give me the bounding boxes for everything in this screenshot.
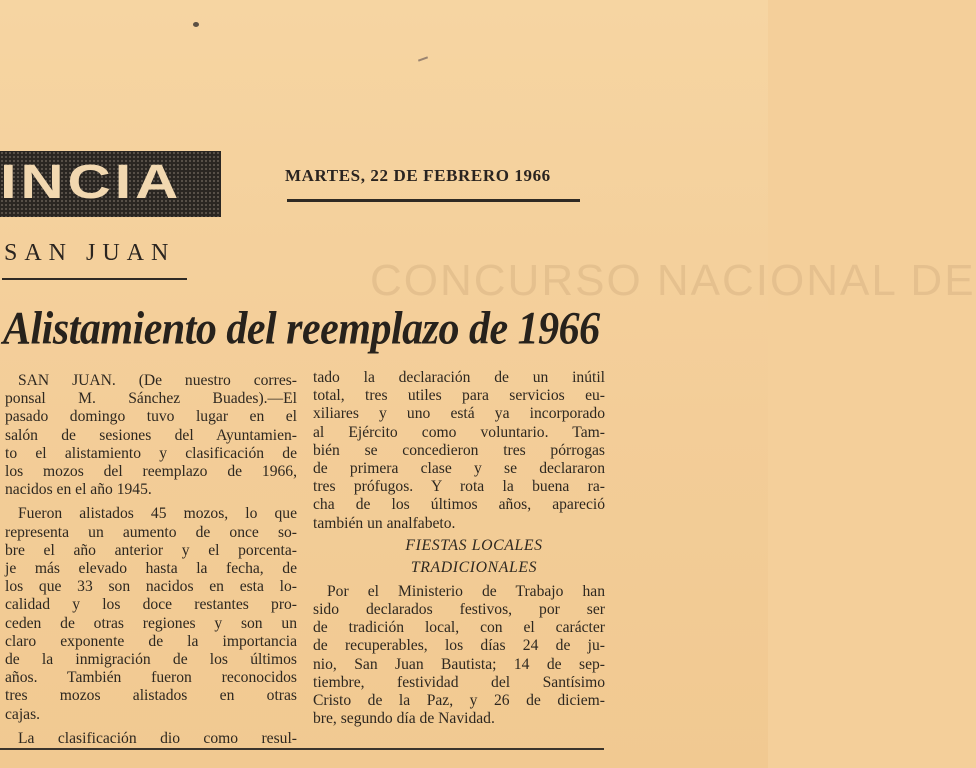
text-line: de la inmigración de los últimos bbox=[5, 651, 297, 669]
show-through-text: CONCURSO NACIONAL DE bbox=[370, 256, 976, 305]
page-bottom-rule bbox=[0, 748, 604, 750]
text-line: de tradición local, con el carácter bbox=[313, 619, 605, 637]
text-line: La clasificación dio como resul- bbox=[18, 729, 297, 747]
text-line: al Ejército como voluntario. Tam- bbox=[313, 423, 605, 441]
text-line: tres mozos alistados en otras bbox=[5, 687, 297, 705]
article-headline: Alistamiento del reemplazo de 1966 bbox=[3, 303, 600, 355]
text-line: los mozos del reemplazo de 1966, bbox=[5, 463, 297, 481]
text-line: de recuperables, los días 24 de ju- bbox=[313, 637, 605, 655]
text-line: xiliares y uno está ya incorporado bbox=[313, 405, 605, 423]
text-line: cajas. bbox=[5, 705, 41, 723]
ink-speck bbox=[193, 22, 199, 27]
dateline-rule bbox=[287, 199, 580, 202]
article-column-left bbox=[5, 372, 297, 748]
text-line: también un analfabeto. bbox=[313, 514, 456, 532]
section-rule bbox=[2, 278, 187, 280]
text-line: años. También fueron reconocidos bbox=[5, 669, 297, 687]
section-title: SAN JUAN bbox=[4, 240, 176, 266]
subheading-line: TRADICIONALES bbox=[410, 558, 538, 576]
banner-text: INCIA bbox=[0, 156, 183, 209]
section-banner bbox=[0, 151, 221, 217]
subheading bbox=[343, 535, 605, 579]
text-line: pasado domingo tuvo lugar en el bbox=[5, 408, 297, 426]
text-line: nacidos en el año 1945. bbox=[5, 481, 152, 499]
text-line: to el alistamiento y clasificación de bbox=[5, 444, 297, 462]
text-line: los que 33 son nacidos en esta lo- bbox=[5, 578, 297, 596]
text-line: sido declarados festivos, por ser bbox=[313, 601, 605, 619]
text-line: Fueron alistados 45 mozos, lo que bbox=[18, 505, 297, 523]
text-line: bre, segundo día de Navidad. bbox=[313, 710, 495, 728]
text-line: total, tres utiles para servicios eu- bbox=[313, 387, 605, 405]
text-line: tiembre, festividad del Santísimo bbox=[313, 673, 605, 691]
text-line: Por el Ministerio de Trabajo han bbox=[327, 582, 605, 600]
text-line: je más elevado hasta la fecha, de bbox=[5, 560, 297, 578]
text-line: bre el año anterior y el porcenta- bbox=[5, 541, 297, 559]
text-line: nio, San Juan Bautista; 14 de sep- bbox=[313, 655, 605, 673]
text-line: bién se concedieron tres pórrogas bbox=[313, 441, 605, 459]
text-line: tres prófugos. Y rota la buena ra- bbox=[313, 478, 605, 496]
text-line: ponsal M. Sánchez Buades).—El bbox=[5, 390, 297, 408]
dateline: MARTES, 22 DE FEBRERO 1966 bbox=[285, 166, 551, 185]
text-line: representa un aumento de once so- bbox=[5, 523, 297, 541]
text-line: claro exponente de la importancia bbox=[5, 632, 297, 650]
text-line: cha de los últimos años, apareció bbox=[313, 496, 605, 514]
article-column-right bbox=[313, 369, 605, 728]
text-line: Cristo de la Paz, y 26 de diciem- bbox=[313, 692, 605, 710]
text-line: de primera clase y se declararon bbox=[313, 460, 605, 478]
text-line: SAN JUAN. (De nuestro corres- bbox=[18, 372, 297, 389]
text-line: tado la declaración de un inútil bbox=[313, 369, 605, 386]
text-line: calidad y los doce restantes pro- bbox=[5, 596, 297, 614]
text-line: salón de sesiones del Ayuntamien- bbox=[5, 426, 297, 444]
text-line: ceden de otras regiones y son un bbox=[5, 614, 297, 632]
subheading-line: FIESTAS LOCALES bbox=[405, 536, 543, 554]
